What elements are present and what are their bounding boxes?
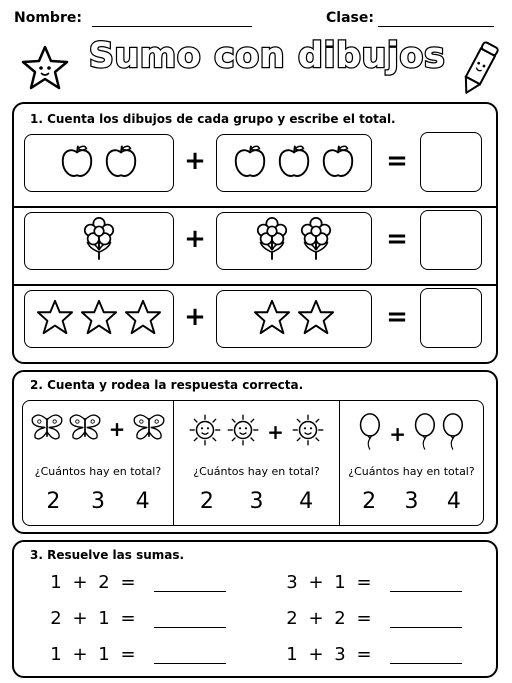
plus-sign: +	[389, 421, 406, 446]
pencil-icon	[456, 38, 502, 100]
name-field[interactable]	[92, 26, 252, 27]
answer-choice[interactable]: 3	[90, 489, 105, 514]
picture-group-right	[216, 212, 372, 270]
flower-icon	[297, 216, 335, 266]
apple-icon	[231, 142, 269, 184]
section-circle-answer	[12, 370, 498, 534]
picture-group-left	[24, 290, 174, 348]
plus-sign: +	[267, 420, 284, 444]
sun-icon	[291, 413, 325, 451]
equals-sign: =	[120, 644, 136, 665]
butterfly-icon	[132, 413, 166, 446]
sum-problem	[44, 608, 226, 629]
row-divider	[14, 206, 496, 208]
answer-choice[interactable]: 4	[299, 489, 314, 514]
equals-sign: =	[386, 302, 408, 332]
addend: 2	[98, 572, 110, 593]
answer-box[interactable]	[420, 210, 482, 270]
picture-group-right	[216, 290, 372, 348]
equals-sign: =	[356, 608, 372, 629]
apple-icon	[58, 142, 96, 184]
star-icon	[253, 298, 291, 340]
answer-line[interactable]	[390, 645, 462, 664]
addend: 1	[98, 608, 110, 629]
picture-group-right	[216, 134, 372, 192]
equals-sign: =	[120, 572, 136, 593]
addend: 1	[50, 644, 62, 665]
section-solve-sums	[12, 540, 498, 678]
picture-sum	[340, 413, 483, 454]
section-count-and-write	[12, 102, 498, 364]
answer-box[interactable]	[420, 132, 482, 192]
page-title: Sumo con dibujos	[88, 36, 446, 76]
answer-box[interactable]	[420, 288, 482, 348]
plus-sign: +	[184, 224, 206, 254]
flower-icon	[80, 216, 118, 266]
equals-sign: =	[386, 224, 408, 254]
plus-sign: +	[72, 608, 88, 629]
question-panel	[340, 400, 484, 526]
butterfly-icon	[68, 413, 102, 446]
star-icon	[297, 298, 335, 340]
addend: 2	[50, 608, 62, 629]
sum-problem	[280, 572, 462, 593]
sun-icon	[226, 413, 260, 451]
plus-sign: +	[308, 572, 324, 593]
balloon-icon	[413, 413, 437, 454]
answer-choices	[340, 489, 483, 514]
answer-choice[interactable]: 2	[362, 489, 377, 514]
answer-line[interactable]	[154, 609, 226, 628]
flower-icon	[253, 216, 291, 266]
answer-line[interactable]	[390, 573, 462, 592]
equals-sign: =	[120, 608, 136, 629]
answer-choice[interactable]: 2	[46, 489, 61, 514]
answer-choice[interactable]: 4	[135, 489, 150, 514]
plus-sign: +	[72, 572, 88, 593]
apple-icon	[319, 142, 357, 184]
section1-heading: 1. Cuenta los dibujos de cada grupo y escribe el total.	[30, 112, 396, 126]
balloon-icon	[358, 413, 382, 454]
row-divider	[14, 284, 496, 286]
apple-icon	[102, 142, 140, 184]
answer-choice[interactable]: 4	[446, 489, 461, 514]
equals-sign: =	[386, 146, 408, 176]
smiling-star-icon	[16, 44, 74, 92]
addend: 1	[50, 572, 62, 593]
sum-problem	[44, 644, 226, 665]
addend: 1	[98, 644, 110, 665]
class-label: Clase:	[326, 10, 374, 26]
plus-sign: +	[184, 302, 206, 332]
equals-sign: =	[356, 644, 372, 665]
picture-group-left	[24, 134, 174, 192]
question-text: ¿Cuántos hay en total?	[193, 465, 320, 478]
section3-heading: 3. Resuelve las sumas.	[30, 548, 185, 562]
picture-group-left	[24, 212, 174, 270]
section2-heading: 2. Cuenta y rodea la respuesta correcta.	[30, 378, 304, 392]
sum-problem	[280, 608, 462, 629]
plus-sign: +	[308, 608, 324, 629]
addend: 1	[286, 644, 298, 665]
addend: 2	[286, 608, 298, 629]
question-panel	[22, 400, 174, 526]
star-icon	[36, 298, 74, 340]
answer-choices	[174, 489, 339, 514]
star-icon	[124, 298, 162, 340]
question-panel	[174, 400, 340, 526]
question-text: ¿Cuántos hay en total?	[348, 465, 475, 478]
sun-icon	[188, 413, 222, 451]
plus-sign: +	[72, 644, 88, 665]
addend: 2	[334, 608, 346, 629]
answer-choice[interactable]: 2	[199, 489, 214, 514]
addend: 1	[334, 572, 346, 593]
star-icon	[80, 298, 118, 340]
answer-choice[interactable]: 3	[249, 489, 264, 514]
plus-sign: +	[184, 146, 206, 176]
picture-sum	[23, 413, 173, 446]
answer-choices	[23, 489, 173, 514]
answer-line[interactable]	[154, 645, 226, 664]
answer-choice[interactable]: 3	[404, 489, 419, 514]
class-field[interactable]	[378, 26, 494, 27]
balloon-icon	[441, 413, 465, 454]
apple-icon	[275, 142, 313, 184]
addend: 3	[286, 572, 298, 593]
plus-sign: +	[308, 644, 324, 665]
answer-line[interactable]	[390, 609, 462, 628]
butterfly-icon	[30, 413, 64, 446]
sum-problem	[44, 572, 226, 593]
name-label: Nombre:	[14, 10, 82, 26]
answer-line[interactable]	[154, 573, 226, 592]
sum-problem	[280, 644, 462, 665]
question-text: ¿Cuántos hay en total?	[34, 465, 162, 478]
picture-sum	[174, 413, 339, 451]
plus-sign: +	[108, 417, 126, 442]
addend: 3	[334, 644, 346, 665]
equals-sign: =	[356, 572, 372, 593]
